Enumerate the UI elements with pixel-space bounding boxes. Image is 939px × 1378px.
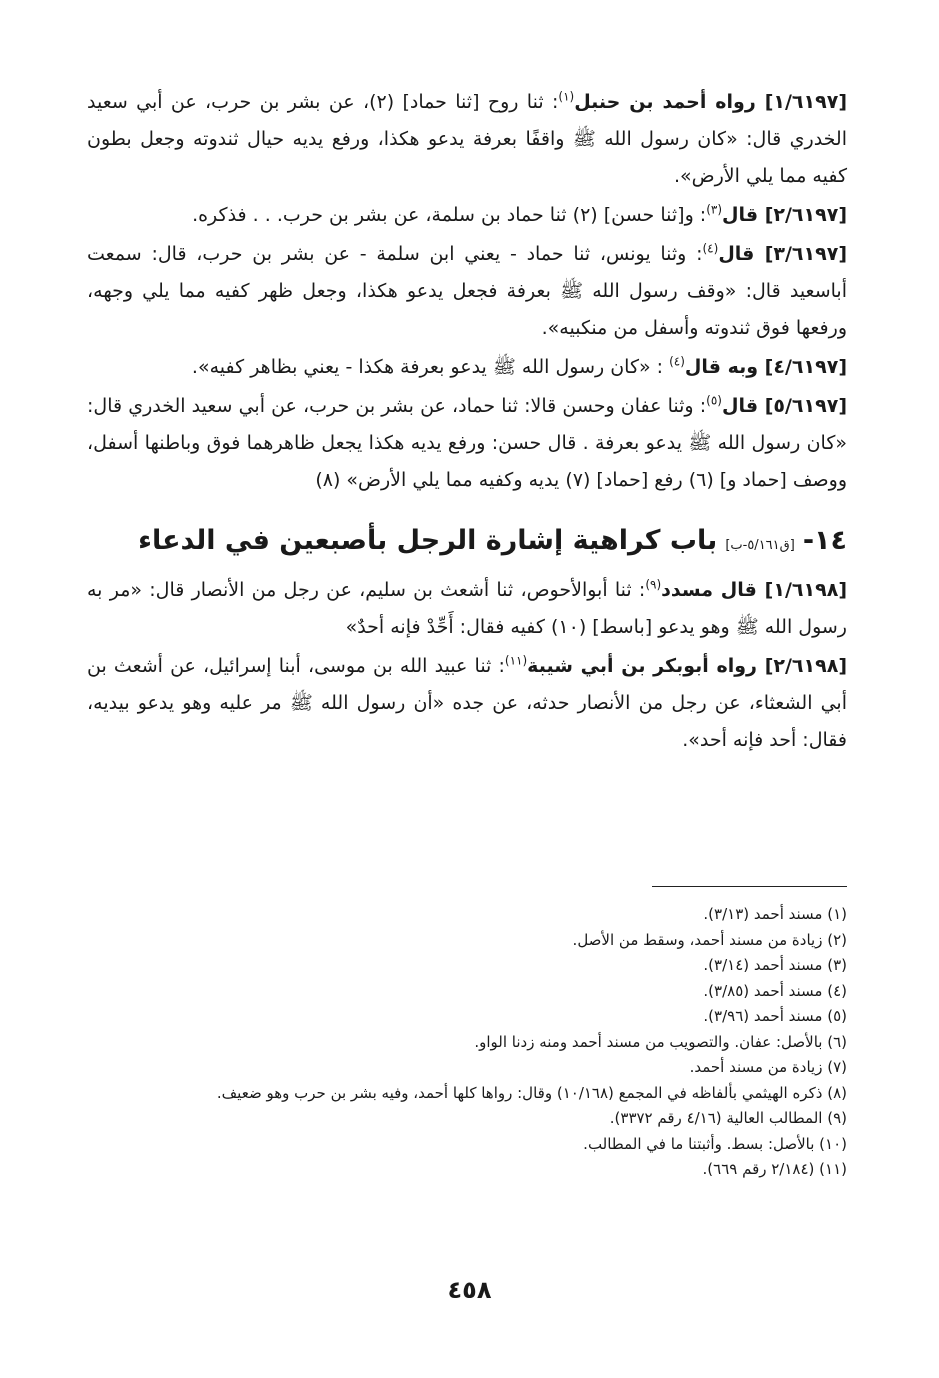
hadith-paragraph xyxy=(87,349,847,386)
hadith-text: : وثنا عفان وحسن قالا: ثنا حماد، عن بشر بن حرب، عن أبي سعيد الخدري قال: «كان رسول الله ﷺ يدعو بعرفة . قال حسن: ورفع يديه هكذا يجعل ظاهرهما فوق وباطنها أسفل، ووصف [حماد و] (٦) رفع [حماد] (٧) يديه وكفيه مما يلي الأرض» (٨) xyxy=(87,395,847,491)
hadith-reference: [٢/٦١٩٧] قال xyxy=(722,204,847,226)
footnote: (٩) المطالب العالية (٤/١٦ رقم ٣٣٧٢). xyxy=(609,1109,847,1127)
hadith-paragraph xyxy=(87,197,847,234)
footnote-marker: (٤) xyxy=(702,241,719,256)
footnote-marker: (١١) xyxy=(504,653,528,668)
hadith-text: : ثنا عبيد الله بن موسى، أبنا إسرائيل، عن أشعث بن أبي الشعثاء، عن رجل من الأنصار حدثه، عن جده «أن رسول الله ﷺ مر عليه وهو يدعو بيديه، فقال: أحد فإنه أحد». xyxy=(87,655,847,751)
footnote: (٨) ذكره الهيثمي بألفاظه في المجمع (١٠/١٦٨) وقال: رواها كلها أحمد، وفيه بشر بن حرب وهو ضعيف. xyxy=(216,1083,847,1102)
footnote-marker: (٩) xyxy=(645,577,662,592)
footnotes xyxy=(87,902,847,1183)
footnote: (١٠) بالأصل: بسط. وأثبتنا ما في المطالب. xyxy=(583,1134,847,1153)
footnote: (١١) (٢/١٨٤ رقم ٦٦٩). xyxy=(702,1160,847,1178)
hadith-text: : و[ثنا حسن] (٢) ثنا حماد بن سلمة، عن بشر بن حرب. . . فذكره. xyxy=(192,204,707,226)
footnote: (٣) مسند أحمد (٣/١٤). xyxy=(703,956,847,974)
hadith-text: : ثنا أبوالأحوص، ثنا أشعث بن سليم، عن رجل من الأنصار قال: «مر به رسول الله ﷺ وهو يدعو [باسط] (١٠) كفيه فقال: أَحِّدْ فإنه أحدٌ» xyxy=(87,579,847,638)
footnote-marker: (٣) xyxy=(706,202,723,217)
footnote-marker: (١) xyxy=(558,89,575,104)
chapter-title: باب كراهية إشارة الرجل بأصبعين في الدعاء xyxy=(138,525,718,556)
hadith-paragraph xyxy=(87,84,847,195)
hadith-reference: [٢/٦١٩٨] رواه أبوبكر بن أبي شيبة xyxy=(527,655,847,677)
hadith-text: : وثنا يونس، ثنا حماد - يعني ابن سلمة - عن بشر بن حرب، قال: سمعت أباسعيد قال: «وقف رسول الله ﷺ بعرفة فجعل يدعو هكذا، وجعل ظهر كفيه مما يلي وجهه، ورفعها فوق ثندوته وأسفل من منكبيه». xyxy=(87,243,847,339)
hadith-reference: [٤/٦١٩٧] وبه قال xyxy=(684,356,847,378)
hadith-paragraph xyxy=(87,236,847,347)
hadith-paragraph xyxy=(87,572,847,646)
hadith-reference: [١/٦١٩٧] رواه أحمد بن حنبل xyxy=(574,91,848,113)
hadith-paragraph xyxy=(87,648,847,759)
main-text xyxy=(87,84,847,761)
footnote: (٦) بالأصل: عفان. والتصويب من مسند أحمد ومنه زدنا الواو. xyxy=(474,1032,847,1051)
page-number: ٤٥٨ xyxy=(447,1276,492,1304)
footnote-marker: (٥) xyxy=(706,393,722,408)
hadith-paragraph xyxy=(87,388,847,499)
footnote-marker: (٤) xyxy=(669,354,685,369)
footnote: (١) مسند أحمد (٣/١٣). xyxy=(703,905,847,923)
hadith-text: : «كان رسول الله ﷺ يدعو بعرفة هكذا - يعني بظاهر كفيه». xyxy=(191,356,670,378)
chapter-number: ١٤- xyxy=(802,525,847,556)
hadith-reference: [٣/٦١٩٧] قال xyxy=(718,243,847,265)
hadith-text: : ثنا روح [ثنا حماد] (٢)، عن بشر بن حرب، عن أبي سعيد الخدري قال: «كان رسول الله ﷺ واقفًا بعرفة يدعو هكذا، ورفع يديه حيال ثندوته وجعل بطون كفيه مما يلي الأرض». xyxy=(87,91,847,187)
footnote: (٤) مسند أحمد (٣/٨٥). xyxy=(703,981,847,1000)
manuscript-folio-ref: [ق٥/١٦١-ب] xyxy=(725,538,795,553)
hadith-reference: [١/٦١٩٨] قال مسدد xyxy=(661,579,847,601)
footnote: (٧) زيادة من مسند أحمد. xyxy=(689,1058,847,1076)
footnote: (٥) مسند أحمد (٣/٩٦). xyxy=(703,1007,847,1025)
chapter-heading xyxy=(87,521,847,566)
hadith-reference: [٥/٦١٩٧] قال xyxy=(721,395,848,417)
footnote: (٢) زيادة من مسند أحمد، وسقط من الأصل. xyxy=(572,930,847,949)
footnote-divider xyxy=(652,886,847,887)
